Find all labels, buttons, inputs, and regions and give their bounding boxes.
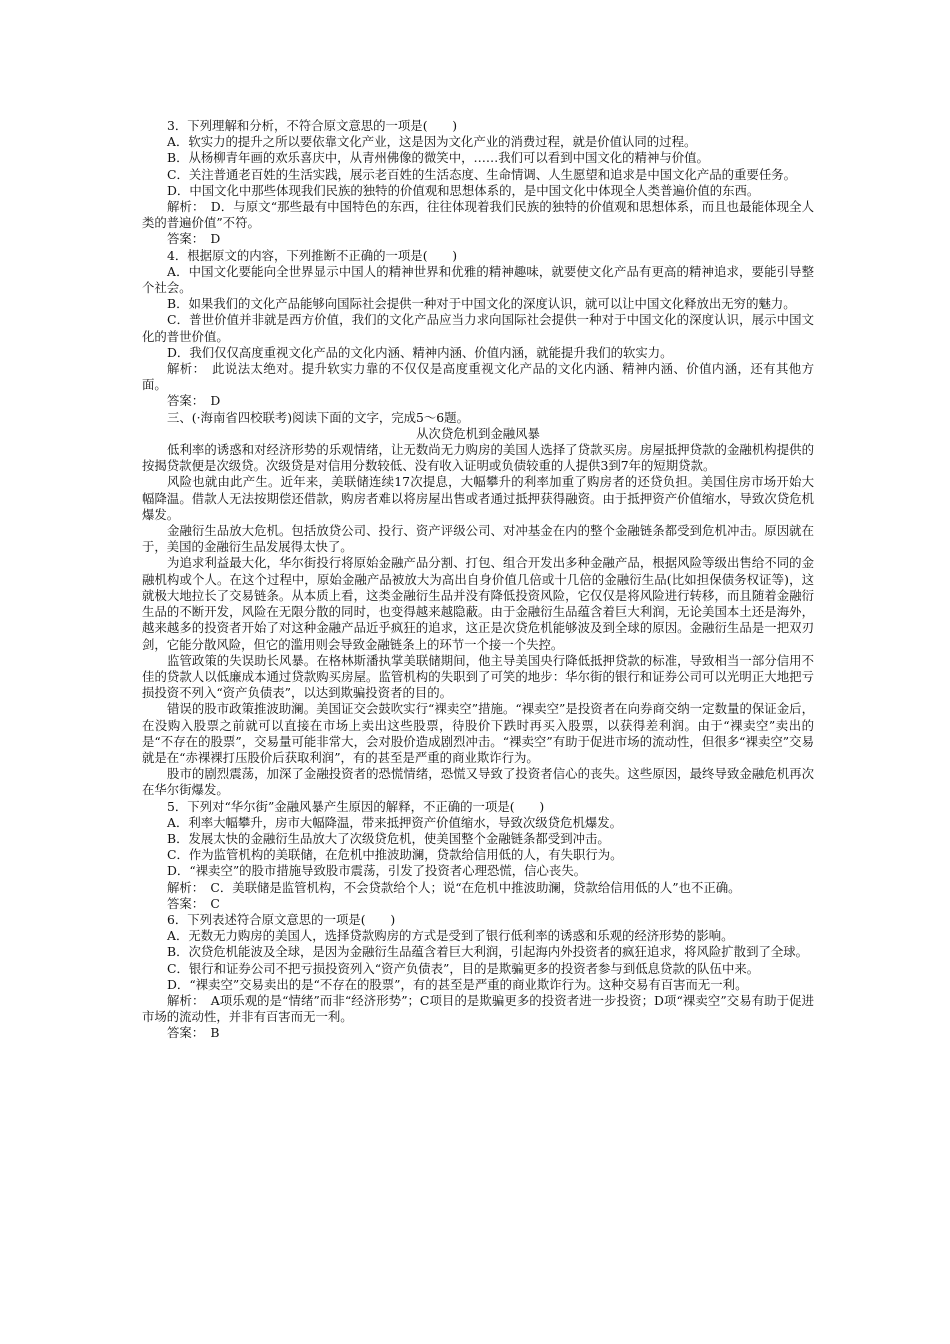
question-6-option-d: D．“裸卖空”交易卖出的是“不存在的股票”，有的甚至是严重的商业欺诈行为。这种交易有百害而无一利。	[167, 976, 748, 992]
question-3-option-c: C．关注普通老百姓的生活实践，展示老百姓的生活态度、生命情调、人生愿望和追求是中国文化产品的重要任务。	[167, 166, 797, 182]
question-6-option-a: A．无数无力购房的美国人，选择贷款购房的方式是受到了银行低利率的诱惑和乐观的经济形势的影响。	[167, 928, 734, 944]
question-5-option-a: A．利率大幅攀升，房市大幅降温，带来抵押资产价值缩水，导致次级贷危机爆发。	[167, 814, 623, 830]
question-4-stem: 4．根据原文的内容，下列推断不正确的一项是( )	[167, 247, 458, 263]
question-6-option-b: B．次贷危机能波及全球，是因为金融衍生品蕴含着巨大利润，引起海内外投资者的疯狂追求，将风险扩散到了全球。	[167, 944, 809, 960]
question-3-analysis: 解析： D．与原文“那些最有中国特色的东西，往往体现着我们民族的独特的价值观和思想体系，而且也最能体现全人类的普遍价值”不符。	[142, 199, 814, 231]
section-3-intro: 三、(·海南省四校联考)阅读下面的文字，完成5～6题。	[167, 409, 469, 425]
question-6-option-c: C．银行和证券公司不把亏损投资列入“资产负债表”，目的是欺骗更多的投资者参与到低息贷款的队伍中来。	[167, 960, 760, 976]
question-6-analysis: 解析： A项乐观的是“情绪”而非“经济形势”；C项目的是欺骗更多的投资者进一步投资；D项“裸卖空”交易有助于促进市场的流动性，并非有百害而无一利。	[142, 992, 814, 1025]
question-4-answer: 答案： D	[167, 393, 221, 409]
question-5-answer: 答案： C	[167, 895, 220, 911]
passage-paragraph: 为追求利益最大化，华尔街投行将原始金融产品分割、打包、组合开发出多种金融产品，根据风险等级出售给不同的金融机构或个人。在这个过程中，原始金融产品被放大为高出自身价值几倍或十几倍的金融衍生品(比如担保债务权证等)，这就极大地拉长了交易链条。从本质上看，这类金融衍生品并没有降低投资风险，它仅仅是将风险进行转移，而且随着金融衍生品的不断开发，风险在无限分散的同时，也变得越来越隐蔽。由于金融衍生品蕴含着巨大利润，无论美国本土还是海外，越来越多的投资者开始了对这种金融产品近乎疯狂的追求，这正是次贷危机能够波及到全球的原因。金融衍生品是一把双刃剑，它能分散风险，但它的滥用则会导致金融链条上的环节一个接一个失控。	[142, 555, 814, 652]
passage-title: 从次贷危机到金融风暴	[416, 425, 540, 441]
document-page	[142, 118, 814, 1042]
passage-paragraph: 错误的股市政策推波助澜。美国证交会鼓吹实行“裸卖空”措施。“裸卖空”是投资者在向券商交纳一定数量的保证金后，在没购入股票之前就可以直接在市场上卖出这些股票，待股价下跌时再买入股票，以获得差利润。由于“裸卖空”卖出的是“不存在的股票”，交易量可能非常大，会对股价造成剧烈冲击。“裸卖空”有助于促进市场的流动性，但很多“裸卖空”交易就是在“赤裸裸打压股价后获取利润”，有的甚至是严重的商业欺诈行为。	[142, 701, 814, 765]
question-3-option-d: D．中国文化中那些体现我们民族的独特的价值观和思想体系的，是中国文化中体现全人类普遍价值的东西。	[167, 182, 760, 198]
passage-paragraph: 金融衍生品放大危机。包括放贷公司、投行、资产评级公司、对冲基金在内的整个金融链条都受到危机冲击。原因就在于，美国的金融衍生品发展得太快了。	[142, 523, 814, 555]
question-6-answer: 答案： B	[167, 1025, 220, 1041]
passage-paragraph: 监管政策的失误助长风暴。在格林斯潘执掌美联储期间，他主导美国央行降低抵押贷款的标准，导致相当一部分信用不佳的贷款人以低廉成本通过贷款购买房屋。监管机构的失职到了可笑的地步：华尔街的银行和证券公司可以光明正大地把亏损投资不列入“资产负债表”，以达到欺骗投资者的目的。	[142, 652, 814, 701]
question-6-stem: 6．下列表述符合原文意思的一项是( )	[167, 911, 396, 927]
question-5-option-d: D．“裸卖空”的股市措施导致股市震荡，引发了投资者心理恐慌，信心丧失。	[167, 863, 587, 879]
question-5-option-c: C．作为监管机构的美联储，在危机中推波助澜，贷款给信用低的人，有失职行为。	[167, 847, 623, 863]
passage-paragraph: 股市的剧烈震荡，加深了金融投资者的恐慌情绪，恐慌又导致了投资者信心的丧失。这些原因，最终导致金融危机再次在华尔街爆发。	[142, 766, 814, 798]
question-3-answer: 答案： D	[167, 231, 221, 247]
question-3-stem: 3．下列理解和分析，不符合原文意思的一项是( )	[167, 118, 458, 133]
question-5-analysis: 解析： C．美联储是监管机构，不会贷款给个人；说“在危机中推波助澜，贷款给信用低的人”也不正确。	[167, 879, 741, 895]
question-3-option-b: B．从杨柳青年画的欢乐喜庆中，从青州佛像的微笑中，……我们可以看到中国文化的精神与价值。	[167, 150, 709, 166]
question-4-option-d: D．我们仅仅高度重视文化产品的文化内涵、精神内涵、价值内涵，就能提升我们的软实力。	[167, 344, 673, 360]
question-4-analysis: 解析： 此说法太绝对。提升软实力靠的不仅仅是高度重视文化产品的文化内涵、精神内涵、价值内涵，还有其他方面。	[142, 361, 814, 393]
question-3-option-a: A．软实力的提升之所以要依靠文化产业，这是因为文化产业的消费过程，就是价值认同的过程。	[167, 134, 697, 150]
question-4-option-b: B．如果我们的文化产品能够向国际社会提供一种对于中国文化的深度认识，就可以让中国文化释放出无穷的魅力。	[167, 296, 796, 312]
passage-paragraph: 风险也就由此产生。近年来，美联储连续17次提息，大幅攀升的利率加重了购房者的还贷负担。美国住房市场开始大幅降温。借款人无法按期偿还借款，购房者难以将房屋出售或者通过抵押获得融资。由于抵押资产价值缩水，导致次贷危机爆发。	[142, 474, 814, 522]
question-4-option-c: C．普世价值并非就是西方价值，我们的文化产品应当力求向国际社会提供一种对于中国文化的深度认识，展示中国文化的普世价值。	[142, 312, 814, 344]
question-5-stem: 5．下列对“华尔街”金融风暴产生原因的解释，不正确的一项是( )	[167, 798, 545, 814]
question-5-option-b: B．发展太快的金融衍生品放大了次级贷危机，使美国整个金融链条都受到冲击。	[167, 830, 610, 846]
passage-paragraph: 低利率的诱惑和对经济形势的乐观情绪，让无数尚无力购房的美国人选择了贷款买房。房屋抵押贷款的金融机构提供的按揭贷款便是次级贷。次级贷是对信用分数较低、没有收入证明或负债较重的人提供3到7年的短期贷款。	[142, 442, 814, 474]
question-4-option-a: A．中国文化要能向全世界显示中国人的精神世界和优雅的精神趣味，就要使文化产品有更高的精神追求，要能引导整个社会。	[142, 263, 814, 296]
